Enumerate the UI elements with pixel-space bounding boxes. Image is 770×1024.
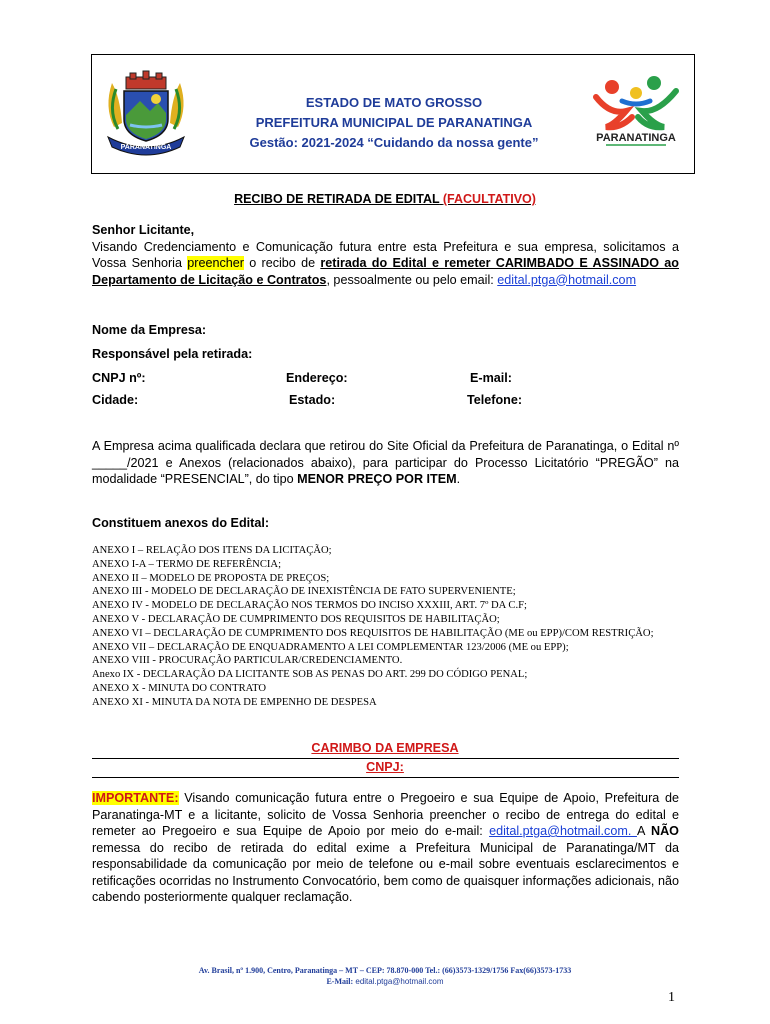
- header-administration: Gestão: 2021-2024 “Cuidando da nossa gente”: [249, 135, 539, 150]
- list-item: ANEXO XI - MINUTA DA NOTA DE EMPENHO DE DESPESA: [92, 696, 377, 708]
- svg-text:PARANATINGA: PARANATINGA: [596, 132, 676, 144]
- stamp-rule-bottom: [92, 777, 679, 778]
- footer-address: Av. Brasil, nº 1.900, Centro, Paranatinga – MT – CEP: 78.870-000 Tel.: (66)3573-1329/1756 Fax(66)3573-1733: [198, 966, 572, 975]
- intro-section: [92, 222, 679, 288]
- field-responsible: Responsável pela retirada:: [92, 347, 253, 361]
- list-item: ANEXO III - MODELO DE DECLARAÇÃO DE INEXISTÊNCIA DE FATO SUPERVENIENTE;: [92, 586, 516, 598]
- field-city: Cidade:: [92, 393, 139, 407]
- municipal-logo-icon: [592, 71, 680, 155]
- field-address: Endereço:: [286, 371, 348, 385]
- document-title: [0, 192, 770, 206]
- header-state: ESTADO DE MATO GROSSO: [305, 95, 483, 110]
- list-item: ANEXO I-A – TERMO DE REFERÊNCIA;: [92, 558, 282, 570]
- svg-text:PARANATINGA: PARANATINGA: [120, 144, 172, 151]
- field-company-name: Nome da Empresa:: [92, 323, 207, 337]
- list-item: ANEXO II – MODELO DE PROPOSTA DE PREÇOS;: [92, 572, 330, 584]
- list-item: ANEXO V - DECLARAÇÃO DE CUMPRIMENTO DOS REQUISITOS DE HABILITAÇÃO;: [92, 613, 500, 625]
- field-email: E-mail:: [470, 371, 512, 385]
- important-paragraph: IMPORTANTE: Visando comunicação futura entre o Pregoeiro e sua Equipe de Apoio, Prefeitura de Paranatinga-MT e a licitante, solicito de Vossa Senhoria preencher o recibo de entrega do edital e remeter ao Pregoeiro e sua Equipe de Apoio por meio do e-mail: edital.ptga@hotmail.com. A NÃO remessa do recibo de retirada do edital exime a Prefeitura Municipal de Paranatinga/MT da responsabilidade da comunicação por meio de telefone ou e-mail sobre eventuais esclarecimentos e retificações ocorridas no Instrumento Convocatório, bem como de quaisquer informações adicionais, não cabendo posteriormente qualquer reclamação.: [92, 791, 679, 904]
- page-number: 1: [668, 990, 675, 1005]
- intro-paragraph: Visando Credenciamento e Comunicação futura entre esta Prefeitura e sua empresa, solicitamos a Vossa Senhoria preencher o recibo de retirada do Edital e remeter CARIMBADO E ASSINADO ao Departamento de Licitação e Contratos, pessoalmente ou pelo email: edital.ptga@hotmail.com: [92, 239, 679, 287]
- list-item: ANEXO IV - MODELO DE DECLARAÇÃO NOS TERMOS DO INCISO XXXIII, ART. 7º DA C.F;: [92, 600, 527, 612]
- list-item: ANEXO VIII - PROCURAÇÃO PARTICULAR/CREDENCIAMENTO.: [92, 655, 403, 667]
- important-email-link[interactable]: edital.ptga@hotmail.com.: [489, 824, 637, 838]
- header-municipality: PREFEITURA MUNICIPAL DE PARANATINGA: [255, 115, 533, 130]
- field-state: Estado:: [289, 393, 336, 407]
- intro-email-link[interactable]: edital.ptga@hotmail.com: [497, 272, 637, 287]
- title-main: RECIBO DE RETIRADA DE EDITAL: [234, 192, 440, 206]
- stamp-cnpj: CNPJ:: [366, 760, 404, 774]
- stamp-heading: CARIMBO DA EMPRESA: [311, 741, 459, 755]
- list-item: ANEXO VII – DECLARAÇÃO DE ENQUADRAMENTO A LEI COMPLEMENTAR 123/2006 (ME ou EPP);: [92, 641, 569, 653]
- intro-bold-instruction: retirada do Edital e remeter CARIMBADO E ASSINADO ao Departamento de Licitação e Contratos: [92, 256, 679, 287]
- highlight-fill: preencher: [187, 256, 244, 270]
- annexes-heading: Constituem anexos do Edital:: [92, 516, 270, 530]
- stamp-rule-top: [92, 758, 679, 759]
- important-bold-nao: NÃO: [650, 824, 679, 838]
- header-box: [91, 54, 695, 174]
- important-label: IMPORTANTE:: [92, 791, 179, 805]
- list-item: Anexo IX - DECLARAÇÃO DA LICITANTE SOB AS PENAS DO ART. 299 DO CÓDIGO PENAL;: [92, 669, 528, 681]
- list-item: ANEXO VI – DECLARAÇÃO DE CUMPRIMENTO DOS REQUISITOS DE HABILITAÇÃO (ME ou EPP)/COM RESTRIÇÃO;: [92, 627, 654, 639]
- list-item: ANEXO X - MINUTA DO CONTRATO: [92, 682, 267, 694]
- declaration-bold: MENOR PREÇO POR ITEM: [297, 472, 457, 486]
- list-item: ANEXO I – RELAÇÃO DOS ITENS DA LICITAÇÃO;: [92, 545, 332, 556]
- annex-list: [92, 544, 679, 710]
- field-phone: Telefone:: [467, 393, 523, 407]
- field-cnpj: CNPJ nº:: [92, 371, 146, 385]
- title-optional-tag: (FACULTATIVO): [442, 192, 536, 206]
- salutation: Senhor Licitante,: [92, 223, 195, 237]
- declaration-paragraph: A Empresa acima qualificada declara que retirou do Site Oficial da Prefeitura de Paranatinga, o Edital nº _____/2021 e Anexos (relacionados abaixo), para participar do Processo Licitatório “PREGÃO” na modalidade “PRESENCIAL”, do tipo MENOR PREÇO POR ITEM.: [92, 439, 679, 486]
- footer-email: E-Mail: edital.ptga@hotmail.com: [326, 977, 444, 986]
